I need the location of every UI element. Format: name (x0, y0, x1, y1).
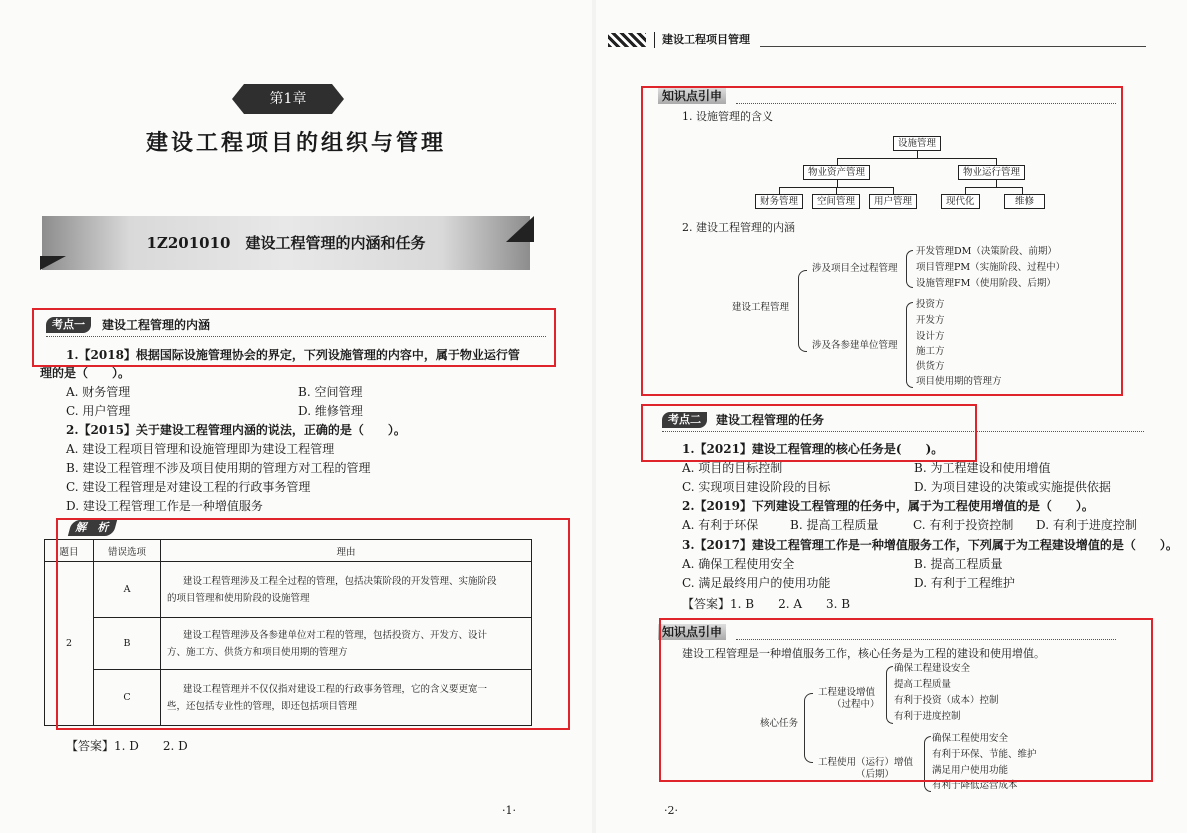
tree2-item: 有利于投资（成本）控制 (894, 695, 999, 706)
r-q1-option-a: A. 项目的目标控制 (682, 461, 783, 475)
table-header: 题目 (45, 540, 94, 562)
left-page (0, 0, 592, 833)
tree2-branch-sub: （过程中） (832, 699, 880, 710)
r-q2-option-d: D. 有利于进度控制 (1036, 518, 1137, 532)
q1-line2: 理的是（ ）。 (40, 366, 131, 380)
tree2-branch: 工程建设增值 (818, 687, 876, 698)
highlight-box (56, 518, 570, 730)
knowledge-tag: 知识点引申 (658, 624, 726, 640)
q2-stem: 2.【2015】关于建设工程管理内涵的说法，正确的是（ ）。 (66, 423, 406, 437)
highlight-box (641, 404, 977, 462)
r-q3-stem: 3.【2017】建设工程管理工作是一种增值服务工作，下列属于为工程建设增值的是（ ）。 (682, 538, 1178, 552)
r-q3-option-b: B. 提高工程质量 (914, 557, 1003, 571)
r-q1-option-d: D. 为项目建设的决策或实施提供依据 (914, 480, 1111, 494)
tree1-branch: 涉及项目全过程管理 (812, 263, 898, 274)
section-code: 1Z201010 (146, 234, 231, 252)
table-cell-question: 2 (45, 562, 94, 726)
kaodian1-title: 建设工程管理的内涵 (102, 318, 211, 332)
tree1-item: 投资方 (916, 299, 945, 310)
r-answer-line: 【答案】1. B 2. A 3. B (682, 597, 851, 611)
section-title: 建设工程管理的内涵和任务 (245, 234, 426, 252)
header-decoration (608, 33, 646, 47)
knowledge-tag: 知识点引申 (658, 88, 726, 104)
highlight-box (32, 308, 556, 367)
table-cell-option: C (94, 670, 161, 726)
table-cell-reason: 的项目管理和使用阶段的设施管理 (167, 592, 310, 604)
chapter-title: 建设工程项目的组织与管理 (145, 130, 446, 156)
tree2-root: 核心任务 (760, 718, 799, 729)
tree1-item: 设计方 (916, 331, 945, 342)
highlight-box (641, 86, 1123, 396)
tree2-item: 提高工程质量 (894, 679, 952, 690)
chapter-label: 第1章 (244, 84, 332, 114)
answer-line: 【答案】1. D 2. D (66, 739, 188, 753)
tree1-item: 项目使用期的管理方 (916, 376, 1002, 387)
r-q1-option-b: B. 为工程建设和使用增值 (914, 461, 1051, 475)
kaodian2-title: 建设工程管理的任务 (716, 413, 825, 427)
analysis-tag: 解 析 (68, 520, 117, 536)
r-q2-option-b: B. 提高工程质量 (790, 518, 879, 532)
tree1-item: 设施管理FM（使用阶段、后期） (916, 278, 1056, 289)
r-q1-option-c: C. 实现项目建设阶段的目标 (682, 480, 831, 494)
tree2-item: 有利于降低运营成本 (932, 780, 1018, 791)
org-leaf: 用户管理 (869, 194, 917, 209)
r-q2-option-c: C. 有利于投资控制 (913, 518, 1014, 532)
tree2-item: 满足用户使用功能 (932, 765, 1009, 776)
q1-option-a: A. 财务管理 (66, 385, 131, 399)
r-q3-option-c: C. 满足最终用户的使用功能 (682, 576, 831, 590)
tree1-item: 供货方 (916, 361, 945, 372)
header-rule (760, 46, 1146, 47)
page-number: ·1· (502, 804, 516, 817)
tree1-item: 施工方 (916, 346, 945, 357)
table-cell-option: A (94, 562, 161, 618)
q1-line1: 1.【2018】根据国际设施管理协会的界定，下列设施管理的内容中，属于物业运行管 (66, 348, 520, 362)
org-root: 设施管理 (893, 136, 941, 151)
table-cell-reason: 建设工程管理涉及各参建单位对工程的管理，包括投资方、开发方、设计 (183, 629, 488, 641)
kaodian2-tag: 考点二 (662, 412, 707, 428)
tree2-branch-sub: （后期） (856, 769, 895, 780)
table-cell-option: B (94, 618, 161, 670)
r-q3-option-d: D. 有利于工程维护 (914, 576, 1015, 590)
tree2-item: 确保工程建设安全 (894, 663, 971, 674)
org-leaf: 财务管理 (755, 194, 803, 209)
q2-option-c: C. 建设工程管理是对建设工程的行政事务管理 (66, 480, 311, 494)
header-divider (654, 32, 655, 48)
tree1-item: 开发方 (916, 315, 945, 326)
tree2-branch: 工程使用（运行）增值 (818, 757, 914, 768)
table-cell-reason: 方、施工方、供货方和项目使用期的管理方 (167, 646, 348, 658)
r-q2-stem: 2.【2019】下列建设工程管理的任务中，属于为工程使用增值的是（ ）。 (682, 499, 1094, 513)
q2-option-a: A. 建设工程项目管理和设施管理即为建设工程管理 (66, 442, 335, 456)
page-number: ·2· (664, 804, 678, 817)
r-q3-option-a: A. 确保工程使用安全 (682, 557, 795, 571)
section-banner (42, 216, 530, 270)
kp1-item2: 2. 建设工程管理的内涵 (682, 221, 795, 234)
kp1-item1: 1. 设施管理的含义 (682, 110, 773, 123)
table-header: 错误选项 (94, 540, 161, 562)
q1-option-c: C. 用户管理 (66, 404, 131, 418)
q2-option-b: B. 建设工程管理不涉及项目使用期的管理方对工程的管理 (66, 461, 371, 475)
q2-option-d: D. 建设工程管理工作是一种增值服务 (66, 499, 263, 513)
tree1-item: 开发管理DM（决策阶段、前期） (916, 246, 1057, 257)
r-q2-option-a: A. 有利于环保 (682, 518, 759, 532)
org-leaf: 现代化 (941, 194, 980, 209)
org-mid: 物业资产管理 (803, 165, 870, 180)
tree2-item: 确保工程使用安全 (932, 733, 1009, 744)
r-q1-stem: 1.【2021】建设工程管理的核心任务是( )。 (682, 442, 944, 456)
tree2-item: 有利于环保、节能、维护 (932, 749, 1037, 760)
table-cell-reason: 建设工程管理并不仅仅指对建设工程的行政事务管理，它的含义要更宽一 (183, 683, 488, 695)
org-mid: 物业运行管理 (958, 165, 1025, 180)
table-header: 理由 (161, 540, 532, 562)
table-cell-reason: 建设工程管理涉及工程全过程的管理，包括决策阶段的开发管理、实施阶段 (183, 575, 497, 587)
org-leaf: 空间管理 (812, 194, 860, 209)
q1-option-b: B. 空间管理 (298, 385, 363, 399)
kaodian1-tag: 考点一 (46, 317, 91, 333)
q1-option-d: D. 维修管理 (298, 404, 363, 418)
tree2-item: 有利于进度控制 (894, 711, 961, 722)
header-title: 建设工程项目管理 (662, 33, 750, 46)
tree1-branch: 涉及各参建单位管理 (812, 340, 898, 351)
table-cell-reason: 些，还包括专业性的管理，即还包括项目管理 (167, 700, 358, 712)
org-leaf: 维修 (1004, 194, 1045, 209)
banner-corner-right (506, 216, 534, 242)
banner-corner-left (40, 256, 66, 270)
tree1-item: 项目管理PM（实施阶段、过程中） (916, 262, 1066, 273)
kp2-sentence: 建设工程管理是一种增值服务工作，核心任务是为工程的建设和使用增值。 (682, 647, 1045, 660)
tree1-root: 建设工程管理 (732, 302, 790, 313)
highlight-box (659, 618, 1153, 782)
